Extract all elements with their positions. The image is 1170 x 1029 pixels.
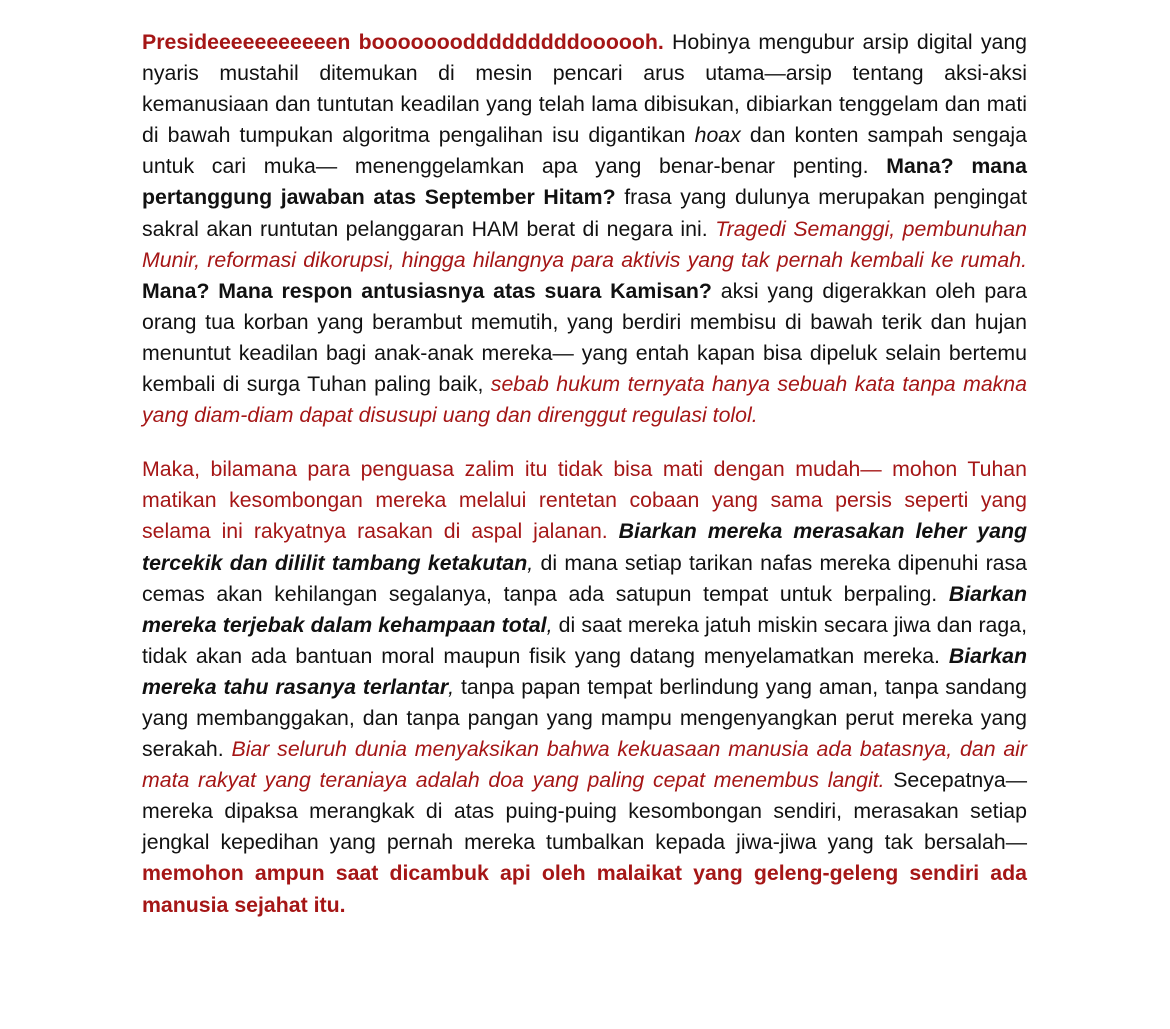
text-segment: hoax: [694, 123, 741, 148]
text-segment: Maka, bilamana para penguasa zalim itu tidak bisa mati dengan mudah— mohon Tuhan matikan kesombongan mereka melalui rentetan cobaan yang sama persis seperti yang selama ini rakyatnya rasakan di aspal jalanan.: [142, 457, 1027, 544]
text-segment: ,: [527, 550, 534, 575]
text-segment: Tragedi Semanggi, pembunuhan Munir, reformasi dikorupsi, hingga hilangnya para aktivis yang tak pernah kembali ke rumah.: [142, 216, 1028, 272]
text-segment: Biarkan mereka terjebak dalam kehampaan total: [142, 581, 1027, 637]
text-segment: ,: [448, 674, 455, 699]
text-segment: frasa yang dulunya merupakan pengingat sakral akan runtutan pelanggaran HAM berat di negara ini.: [142, 185, 1027, 241]
text-segment: aksi yang digerakkan oleh para orang tua korban yang berambut memutih, yang berdiri membisu di bawah terik dan hujan menuntut keadilan bagi anak-anak mereka— yang entah kapan bisa dipeluk selain bertemu kembali di surga Tuhan paling baik,: [142, 278, 1028, 397]
paragraph-1: [142, 27, 1027, 431]
paragraph-2: [142, 454, 1027, 920]
text-segment: Secepatnya— mereka dipaksa merangkak di atas puing-puing kesombongan sendiri, merasakan setiap jengkal kepedihan yang pernah mereka tumbalkan kepada jiwa-jiwa yang tak bersalah—: [142, 768, 1027, 855]
text-segment: Biarkan mereka tahu rasanya terlantar: [142, 643, 1027, 699]
text-segment: Presideeeeeeeeeeen booooooodddddddddoooooh.: [142, 30, 664, 54]
text-segment: ,: [546, 612, 553, 637]
text-segment: Mana? mana pertanggung jawaban atas September Hitam?: [142, 154, 1027, 210]
text-segment: dan konten sampah sengaja untuk cari muka— menenggelamkan apa yang benar-benar penting.: [142, 123, 1027, 179]
text-segment: Biar seluruh dunia menyaksikan bahwa kekuasaan manusia ada batasnya, dan air mata rakyat yang teraniaya adalah doa yang paling cepat menembus langit.: [142, 737, 1028, 793]
text-segment: Biarkan mereka merasakan leher yang tercekik dan dililit tambang ketakutan: [142, 519, 1027, 575]
text-segment: memohon ampun saat dicambuk api oleh malaikat yang geleng-geleng sendiri ada manusia sejahat itu.: [142, 861, 1027, 917]
text-segment: sebab hukum ternyata hanya sebuah kata tanpa makna yang diam-diam dapat disusupi uang dan direnggut regulasi tolol.: [142, 372, 1027, 428]
text-segment: Hobinya mengubur arsip digital yang nyaris mustahil ditemukan di mesin pencari arus utama—arsip tentang aksi-aksi kemanusiaan dan tuntutan keadilan yang telah lama dibisukan, dibiarkan tenggelam dan mati di bawah tumpukan algoritma pengalihan isu digantikan: [142, 30, 1028, 148]
text-segment: tanpa papan tempat berlindung yang aman, tanpa sandang yang membanggakan, dan tanpa pangan yang mampu mengenyangkan perut mereka yang serakah.: [142, 674, 1027, 762]
text-segment: Mana? Mana respon antusiasnya atas suara Kamisan?: [142, 278, 712, 303]
text-segment: di mana setiap tarikan nafas mereka dipenuhi rasa cemas akan kehilangan segalanya, tanpa ada satupun tempat untuk berpaling.: [142, 550, 1027, 606]
document-body: [142, 27, 1027, 921]
text-segment: di saat mereka jatuh miskin secara jiwa dan raga, tidak akan ada bantuan moral maupun fisik yang datang menyelamatkan mereka.: [142, 612, 1027, 668]
